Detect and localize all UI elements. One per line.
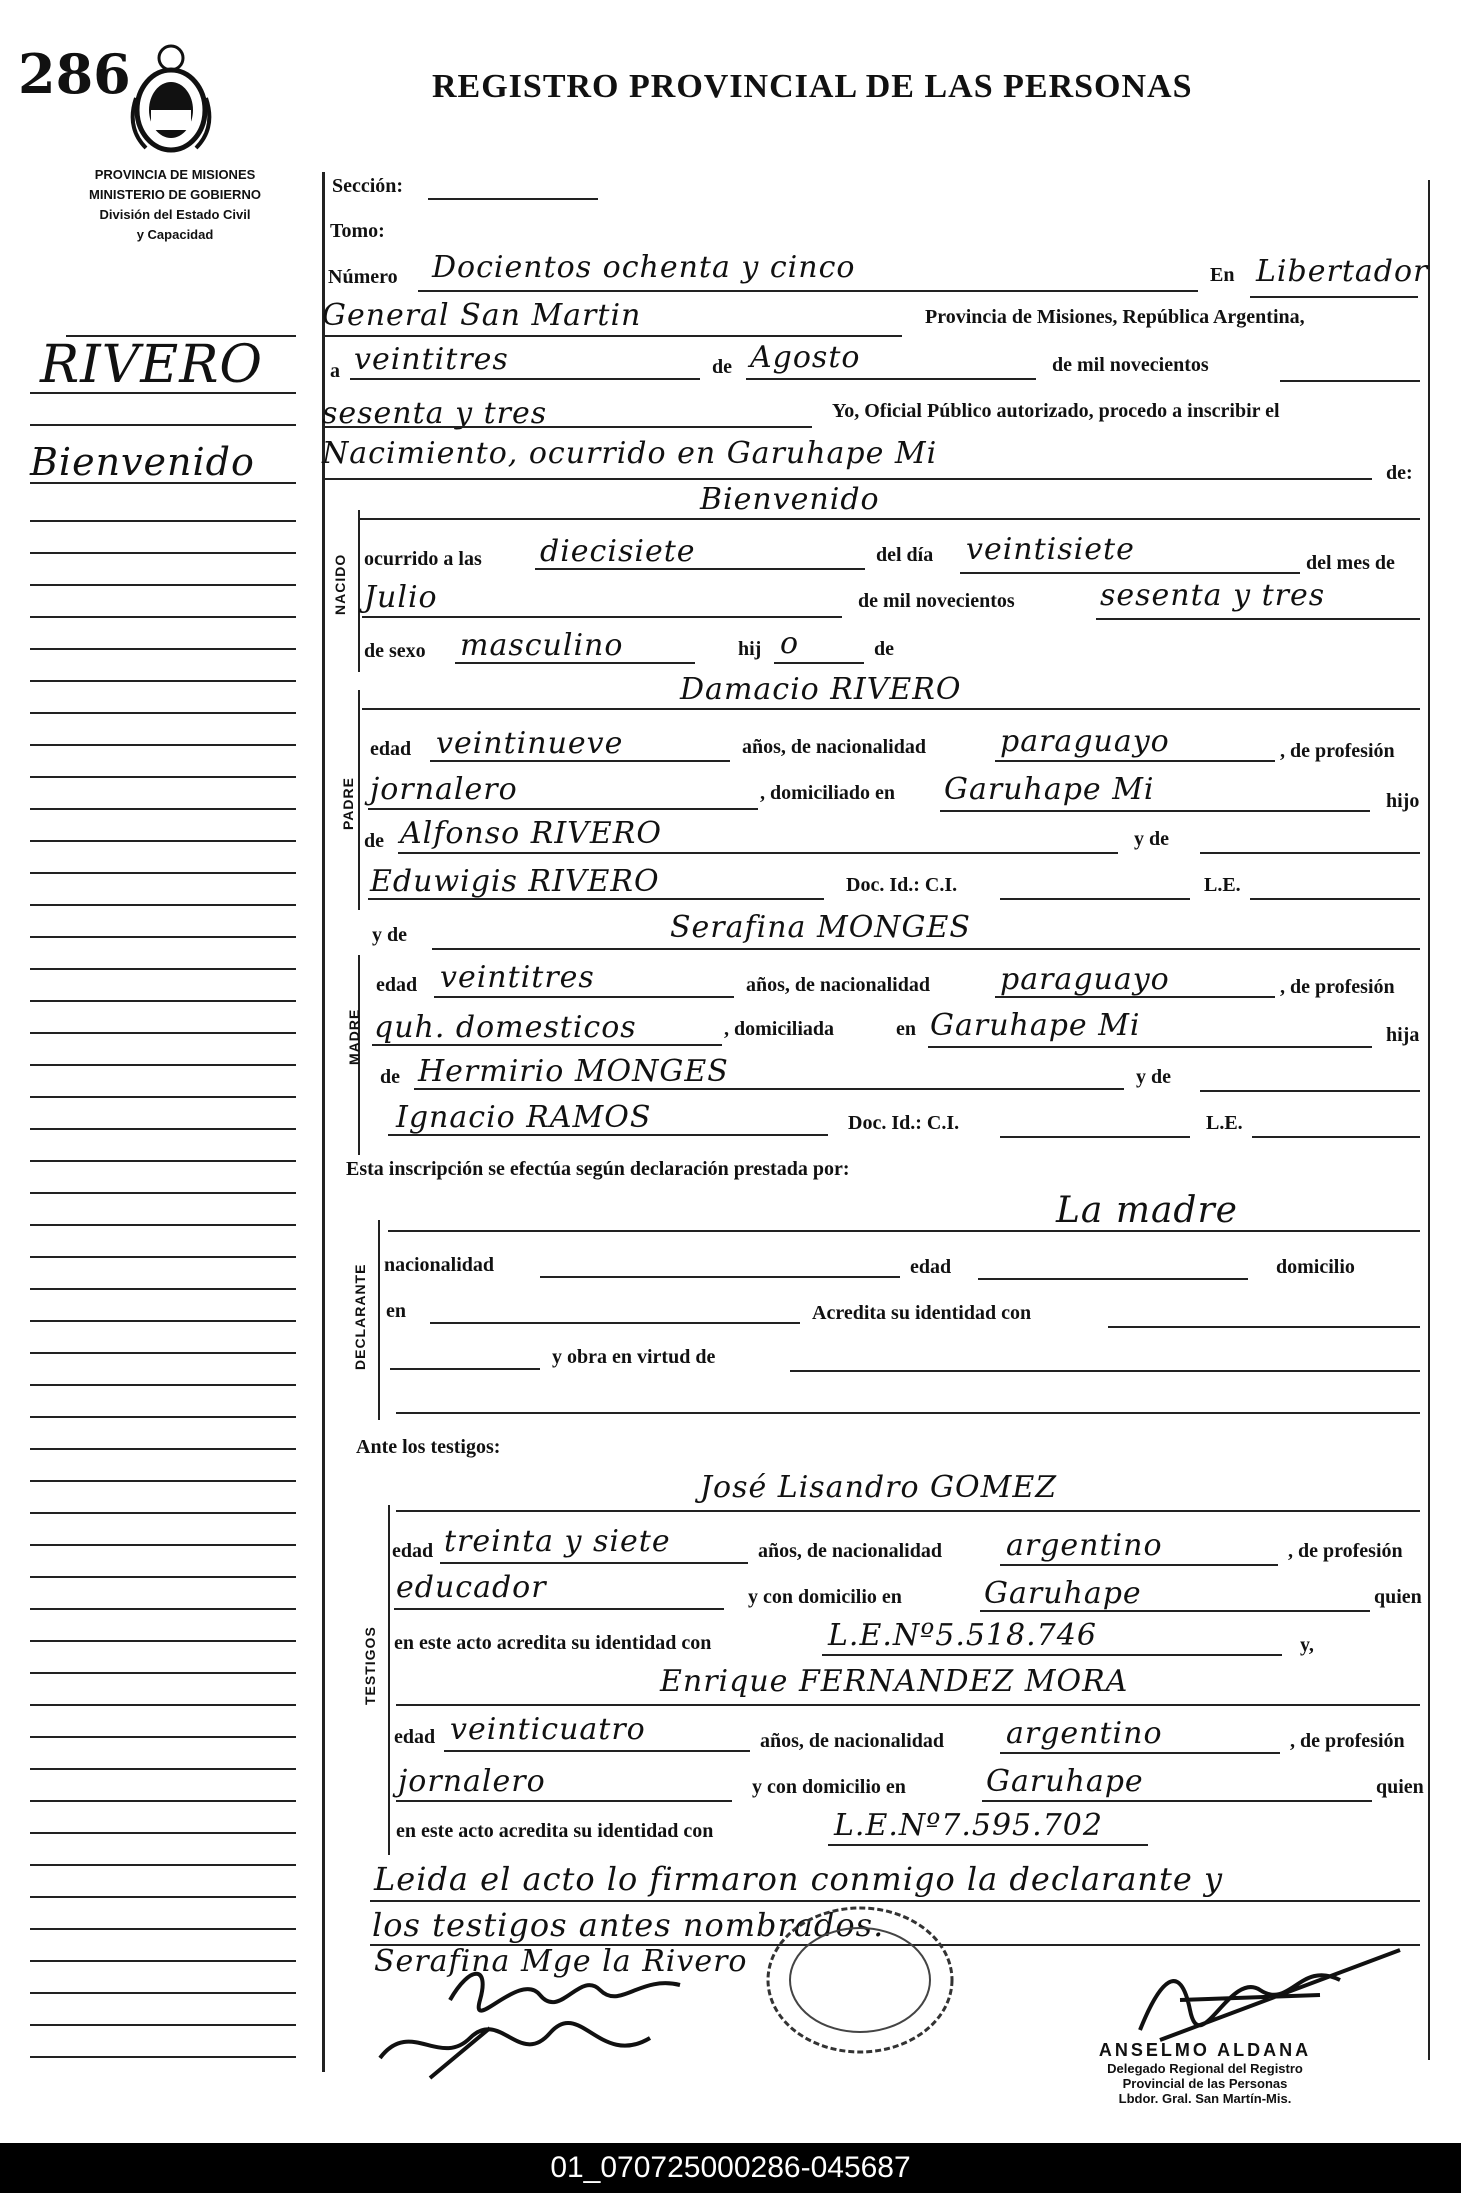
value-anio: sesenta y tres: [322, 396, 548, 431]
label-madre-profesion: , de profesión: [1280, 976, 1395, 998]
label-a: a: [330, 360, 340, 382]
label-de-colon: de:: [1386, 462, 1413, 484]
label-de-mil-novecientos: de mil novecientos: [858, 590, 1015, 612]
label-padre-edad: edad: [370, 738, 412, 760]
value-madre-nac: paraguayo: [1000, 962, 1170, 997]
value-testigo2-nombre: Enrique FERNANDEZ MORA: [660, 1664, 1129, 1699]
value-sexo: masculino: [460, 628, 624, 663]
official-seal-icon: [760, 1900, 960, 2060]
label-ocurrido: ocurrido a las: [364, 548, 482, 570]
value-lugar2: General San Martin: [322, 298, 642, 333]
section-rule-padre: [358, 690, 360, 910]
value-padre-domicilio: Garuhape Mi: [944, 772, 1155, 807]
label-t1-domicilio: y con domicilio en: [748, 1586, 902, 1608]
label-mil-novecientos: de mil novecientos: [1052, 354, 1209, 376]
value-madre-edad: veintitres: [440, 960, 595, 995]
value-padre-padre: Alfonso RIVERO: [400, 816, 662, 851]
label-decl-acredita: Acredita su identidad con: [812, 1302, 1032, 1324]
label-madre-le: L.E.: [1206, 1112, 1243, 1134]
closing-line-1: Leida el acto lo firmaron conmigo la declarante y: [374, 1860, 1224, 1898]
label-tomo: Tomo:: [330, 220, 385, 242]
label-madre-nac: años, de nacionalidad: [746, 974, 930, 996]
value-numero: Docientos ochenta y cinco: [432, 250, 856, 285]
label-t2-acredita: en este acto acredita su identidad con: [396, 1820, 714, 1842]
value-madre-madre: Ignacio RAMOS: [396, 1100, 652, 1135]
label-t1-nac: años, de nacionalidad: [758, 1540, 942, 1562]
label-padre-le: L.E.: [1204, 874, 1241, 896]
side-label-testigos: TESTIGOS: [362, 1626, 378, 1705]
official-block: [1050, 2040, 1360, 2106]
official-line: Provincial de las Personas: [1122, 2076, 1288, 2091]
value-testigo1-nac: argentino: [1006, 1528, 1163, 1563]
section-rule-nacido: [358, 510, 360, 672]
label-padre-de: de: [364, 830, 384, 852]
value-dia-nac: veintisiete: [966, 532, 1135, 567]
label-madre-hija: hija: [1386, 1024, 1420, 1046]
org-line: PROVINCIA DE MISIONES: [94, 167, 256, 182]
side-label-madre: MADRE: [346, 1008, 362, 1065]
label-provincia: Provincia de Misiones, República Argentina,: [925, 306, 1305, 328]
value-madre-padre: Hermirio MONGES: [418, 1054, 729, 1089]
section-rule-testigos: [388, 1505, 390, 1855]
label-madre-domiciliada: , domiciliada: [724, 1018, 835, 1040]
value-mes: Agosto: [750, 340, 861, 375]
label-decl-nacionalidad: nacionalidad: [384, 1254, 495, 1276]
value-testigo2-domicilio: Garuhape: [986, 1764, 1144, 1799]
label-t1-y: y,: [1300, 1634, 1314, 1656]
official-name: ANSELMO ALDANA: [1098, 2040, 1312, 2060]
value-declarante: La madre: [1056, 1190, 1238, 1231]
label-padre-nac: años, de nacionalidad: [742, 736, 926, 758]
label-t2-quien: quien: [1376, 1776, 1424, 1798]
side-label-padre: PADRE: [340, 777, 356, 830]
label-decl-obra: y obra en virtud de: [552, 1346, 716, 1368]
label-madre-de: de: [380, 1066, 400, 1088]
page-number: 286: [18, 42, 131, 106]
document-title: REGISTRO PROVINCIAL DE LAS PERSONAS: [432, 68, 1193, 105]
label-t2-edad: edad: [394, 1726, 436, 1748]
value-hora: diecisiete: [540, 534, 696, 569]
org-line: MINISTERIO DE GOBIERNO: [89, 187, 261, 202]
label-t1-acredita: en este acto acredita su identidad con: [394, 1632, 712, 1654]
value-anio-nac: sesenta y tres: [1100, 578, 1326, 613]
value-testigo1-identidad: L.E.Nº5.518.746: [828, 1618, 1097, 1653]
value-hij-suffix: o: [780, 626, 800, 661]
value-madre-nombre: Serafina MONGES: [670, 910, 971, 945]
label-padre-profesion: , de profesión: [1280, 740, 1395, 762]
label-decl-domicilio: domicilio: [1276, 1256, 1355, 1278]
value-dia: veintitres: [354, 342, 509, 377]
label-hij: hij: [738, 638, 762, 660]
value-padre-nombre: Damacio RIVERO: [680, 672, 962, 707]
label-de-hij: de: [874, 638, 894, 660]
value-madre-domicilio: Garuhape Mi: [930, 1008, 1141, 1043]
side-label-nacido: NACIDO: [332, 553, 348, 615]
label-t2-domicilio: y con domicilio en: [752, 1776, 906, 1798]
label-decl-en: en: [386, 1300, 406, 1322]
margin-surname: RIVERO: [40, 335, 263, 395]
form-right-border: [1428, 180, 1430, 2060]
value-testigo1-edad: treinta y siete: [444, 1524, 671, 1559]
label-decl-edad: edad: [910, 1256, 952, 1278]
label-madre-y-de: y de: [372, 924, 407, 946]
witness-signature-2: [370, 2008, 670, 2098]
value-padre-edad: veintinueve: [436, 726, 624, 761]
label-madre-edad: edad: [376, 974, 418, 996]
label-numero: Número: [328, 266, 398, 288]
label-t2-nac: años, de nacionalidad: [760, 1730, 944, 1752]
label-padre-y-de: y de: [1134, 828, 1169, 850]
value-acto: Nacimiento, ocurrido en Garuhape Mi: [322, 436, 938, 471]
closing-line-3: Serafina Mge la Rivero: [374, 1944, 748, 1979]
label-t1-profesion: , de profesión: [1288, 1540, 1403, 1562]
label-de-sexo: de sexo: [364, 640, 426, 662]
label-madre-doc: Doc. Id.: C.I.: [848, 1112, 960, 1134]
label-t1-edad: edad: [392, 1540, 434, 1562]
label-t1-quien: quien: [1374, 1586, 1422, 1608]
footer-code: 01_070725000286-045687: [550, 2151, 911, 2184]
official-signature: [1120, 1940, 1410, 2050]
value-testigo2-edad: veinticuatro: [450, 1712, 646, 1747]
label-seccion: Sección:: [332, 175, 404, 197]
value-lugar1: Libertador: [1256, 254, 1429, 289]
value-testigo2-identidad: L.E.Nº7.595.702: [834, 1808, 1103, 1843]
label-madre-y-de2: y de: [1136, 1066, 1171, 1088]
value-madre-profesion: quh. domesticos: [374, 1010, 637, 1045]
closing-line-2: los testigos antes nombrados.: [372, 1906, 885, 1944]
value-mes-nac: Julio: [364, 580, 438, 615]
label-oficial: Yo, Oficial Público autorizado, procedo a inscribir el: [832, 400, 1280, 422]
label-t2-profesion: , de profesión: [1290, 1730, 1405, 1752]
official-line: Lbdor. Gral. San Martín-Mis.: [1118, 2091, 1292, 2106]
label-del-dia: del día: [876, 544, 934, 566]
value-testigo1-domicilio: Garuhape: [984, 1576, 1142, 1611]
value-testigo2-nac: argentino: [1006, 1716, 1163, 1751]
label-ante-testigos: Ante los testigos:: [356, 1436, 501, 1458]
value-padre-profesion: jornalero: [370, 772, 518, 807]
label-del-mes-de: del mes de: [1306, 552, 1395, 574]
label-en: En: [1210, 264, 1235, 286]
value-padre-nac: paraguayo: [1000, 724, 1170, 759]
label-padre-domiciliado: , domiciliado en: [760, 782, 896, 804]
side-label-declarante: DECLARANTE: [352, 1263, 368, 1370]
org-line: y Capacidad: [136, 227, 214, 242]
value-nombre-nacido: Bienvenido: [700, 482, 880, 517]
label-madre-en: en: [896, 1018, 916, 1040]
label-padre-doc: Doc. Id.: C.I.: [846, 874, 958, 896]
argentine-coat-of-arms-icon: [126, 38, 216, 158]
org-block: [40, 165, 310, 245]
margin-given-name: Bienvenido: [30, 440, 255, 484]
label-de-mes: de: [712, 356, 732, 378]
value-padre-madre: Eduwigis RIVERO: [370, 864, 660, 899]
label-padre-hijo: hijo: [1386, 790, 1420, 812]
value-testigo1-profesion: educador: [396, 1570, 547, 1605]
label-inscripcion: Esta inscripción se efectúa según declaración prestada por:: [346, 1158, 850, 1180]
official-line: Delegado Regional del Registro: [1107, 2061, 1303, 2076]
section-rule-declarante: [378, 1220, 380, 1420]
value-testigo2-profesion: jornalero: [398, 1764, 546, 1799]
value-testigo1-nombre: José Lisandro GOMEZ: [700, 1470, 1058, 1505]
org-line: División del Estado Civil: [99, 207, 251, 222]
